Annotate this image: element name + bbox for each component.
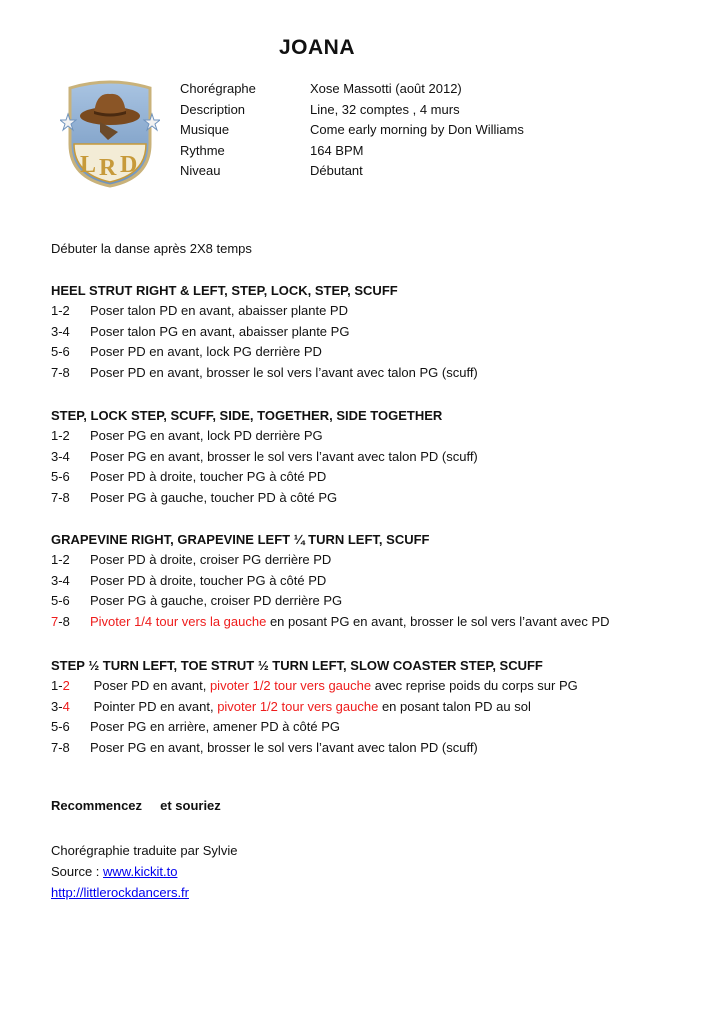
svg-text:L: L [80,152,97,178]
info-label: Musique [180,122,230,137]
step-row [51,363,478,384]
section-1 [51,280,478,384]
closing-text: Recommencez et souriez [51,798,221,813]
step-row [51,612,610,633]
source-line [51,861,237,882]
step-count-highlight: 7 [51,614,59,630]
info-value: Débutant [310,163,363,178]
step-text: Poser PD à droite, toucher PG à côté PD [90,572,327,588]
step-count-highlight: 2 [62,678,70,693]
source-label: Source : [51,864,104,879]
step-text: en posant talon PD au sol [378,698,531,714]
info-row-rhythm [180,141,524,162]
step-count: 5-6 [51,469,70,485]
step-text: Poser PG à gauche, toucher PD à côté PG [90,490,338,506]
step-count: 7-8 [51,490,70,506]
step-count-rest: 1- [51,678,63,693]
step-count [51,697,90,718]
info-row-choreographer [180,79,524,100]
intro-text: Débuter la danse après 2X8 temps [51,241,252,256]
step-row [51,447,478,468]
info-value: 164 BPM [310,142,364,158]
document-title: JOANA [279,36,356,59]
step-count-highlight: 4 [62,698,70,714]
step-count: 1-2 [51,303,70,318]
info-row-description [180,100,524,121]
info-label: Niveau [180,163,221,178]
step-text: Poser talon PG en avant, abaisser plante PG [90,323,350,339]
step-row [51,571,610,592]
step-row [51,467,478,488]
section-title: STEP ½ TURN LEFT, TOE STRUT ½ TURN LEFT, SLOW COASTER STEP, SCUFF [51,658,543,673]
step-text: Poser talon PD en avant, abaisser plante PD [90,303,348,318]
step-count: 3-4 [51,323,70,339]
step-count: 5-6 [51,344,70,360]
step-count: 1-2 [51,428,70,443]
info-row-level [180,161,524,182]
step-text: Poser PG à gauche, croiser PD derrière PG [90,593,343,609]
info-value: Xose Massotti (août 2012) [310,81,462,96]
step-text-highlight: Pivoter 1/4 tour vers la gauche [90,614,267,630]
section-2 [51,405,478,509]
step-text: Poser PG en avant, brosser le sol vers l’avant avec talon PD (scuff) [90,448,478,464]
site-line [51,882,237,903]
step-text: en posant PG en avant, brosser le sol vers l’avant avec PD [266,614,610,630]
section-3 [51,529,610,633]
section-title: STEP, LOCK STEP, SCUFF, SIDE, TOGETHER, SIDE TOGETHER [51,408,443,423]
step-count-rest: -8 [58,614,70,630]
step-row [51,322,478,343]
step-text-highlight: pivoter 1/2 tour vers gauche [217,698,379,714]
step-count: 1-2 [51,552,70,567]
source-link[interactable]: www.kickit.to [103,864,178,879]
step-text: Poser PD à droite, toucher PG à côté PD [90,469,327,485]
step-count-rest: 3- [51,698,63,714]
step-text: Pointer PD en avant, [90,698,218,714]
step-count: 3-4 [51,572,70,588]
step-count [51,612,90,633]
section-title: GRAPEVINE RIGHT, GRAPEVINE LEFT ¼ TURN LEFT, SCUFF [51,532,430,547]
info-value: Come early morning by Don Williams [310,122,524,137]
step-text: Poser PD en avant, lock PG derrière PD [90,344,322,360]
step-text: Poser PD en avant, brosser le sol vers l’avant avec talon PG (scuff) [90,365,478,381]
step-text: Poser PG en arrière, amener PD à côté PG [90,719,340,735]
step-count [51,676,90,697]
step-count: 5-6 [51,719,70,735]
info-label: Rythme [180,142,225,158]
step-row [51,738,578,759]
cowboy-hat-logo [60,74,160,188]
step-count: 7-8 [51,365,70,381]
translator-credit: Chorégraphie traduite par Sylvie [51,843,238,858]
step-row [51,717,578,738]
step-row [51,550,610,571]
step-row [51,591,610,612]
step-count: 3-4 [51,448,70,464]
step-text: Poser PG en avant, lock PD derrière PG [90,428,323,443]
step-text: Poser PD en avant, [90,678,210,693]
step-count: 7-8 [51,740,70,756]
step-text-highlight: pivoter 1/2 tour vers gauche [209,678,372,693]
step-row [51,342,478,363]
step-row [51,676,578,697]
info-value: Line, 32 comptes , 4 murs [310,101,460,117]
step-text: Poser PD à droite, croiser PG derrière PD [90,552,332,567]
step-row [51,697,578,718]
svg-text:D: D [120,152,138,178]
step-text: avec reprise poids du corps sur PG [371,678,578,693]
info-row-music [180,120,524,141]
step-row [51,488,478,509]
info-label: Description [180,101,246,117]
site-link[interactable]: http://littlerockdancers.fr [51,885,189,900]
section-4 [51,655,578,759]
section-title: HEEL STRUT RIGHT & LEFT, STEP, LOCK, STEP, SCUFF [51,283,398,298]
step-count: 5-6 [51,593,70,609]
footer [51,840,237,903]
info-table [180,79,524,182]
info-label: Chorégraphe [180,81,256,96]
step-text: Poser PG en avant, brosser le sol vers l’avant avec talon PD (scuff) [90,740,478,756]
svg-text:R: R [99,155,117,181]
step-row [51,301,478,322]
step-row [51,426,478,447]
